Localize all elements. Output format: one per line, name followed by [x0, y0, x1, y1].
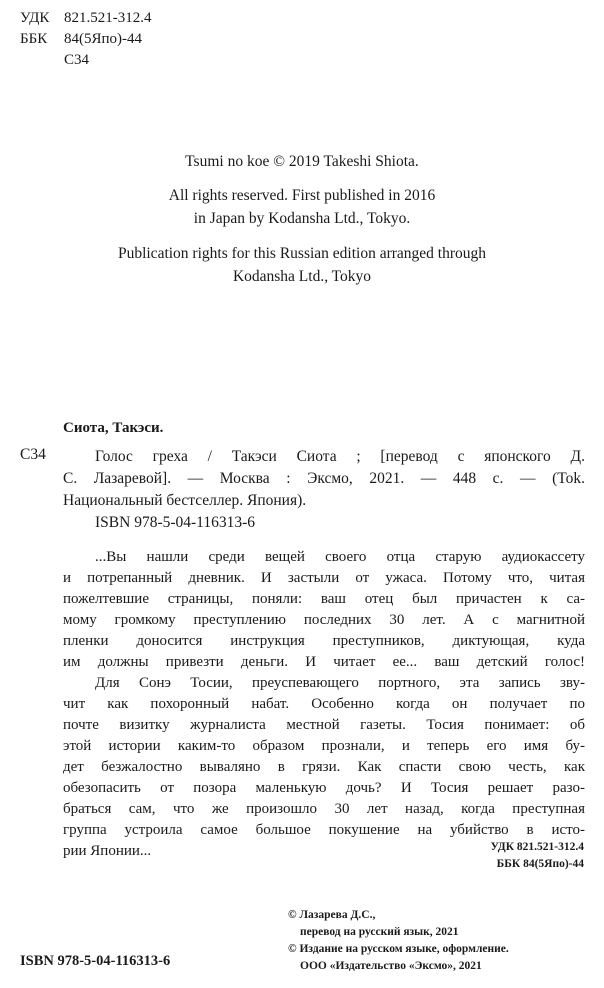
rights-line-5: Kodansha Ltd., Tokyo — [232, 268, 372, 285]
author-mark: С34 — [64, 52, 90, 68]
copyright-translation-line-1: © Лазарева Д.С., — [288, 909, 376, 921]
bib-desc-line-1: Голос греха / Такэси Сиота ; [перевод с японского Д. — [95, 448, 585, 465]
footer-bbk: ББК 84(5Япо)-44 — [496, 858, 584, 870]
bib-isbn: ISBN 978-5-04-116313-6 — [95, 514, 256, 531]
annotation-line: этой истории каким-то образом прознали, и теперь его имя бу- — [63, 738, 585, 754]
annotation-line: Для Сонэ Тосии, преуспевающего портного, эта запись зву- — [95, 675, 585, 691]
bib-desc-line-2: С. Лазаревой]. — Москва : Эксмо, 2021. — 448 с. — (Tok. — [63, 470, 585, 487]
rights-line-1: Tsumi no koe © 2019 Takeshi Shiota. — [185, 153, 419, 170]
annotation-line: пожелтевшие страницы, поняли: ваш отец был причастен к са- — [63, 591, 585, 607]
annotation-line: пленки доносится инструкция преступников, диктующая, куда — [63, 633, 585, 649]
annotation-line: группа устроила самое большое покушение на убийство в исто- — [63, 822, 585, 838]
author-mark-row — [20, 50, 152, 71]
bbk-row — [20, 29, 152, 50]
rights-line-4: Publication rights for this Russian edition arranged through — [117, 245, 487, 262]
copyright-translation — [288, 907, 509, 975]
rights-line-3: in Japan by Kodansha Ltd., Tokyo. — [193, 210, 411, 227]
annotation-line: почте визитку журналиста местной газеты. Тосия понимает: об — [63, 717, 585, 733]
copyright-edition-line-1: © Издание на русском языке, оформление. — [288, 943, 509, 955]
annotation-line: ...Вы нашли среди вещей своего отца старую аудиокассету — [95, 549, 585, 565]
annotation — [63, 547, 585, 862]
annotation-line: браться сам, что же произошло 30 лет назад, когда преступная — [63, 801, 585, 817]
annotation-line: обезопасить от позора маленькую дочь? И Тосия решает разо- — [63, 780, 585, 796]
bib-mark: С34 — [20, 446, 46, 463]
rights-line-2: All rights reserved. First published in 2016 — [168, 187, 436, 204]
annotation-line: дет безжалостно вываляно в грязи. Как спасти свою честь, как — [63, 759, 585, 775]
udk-row — [20, 8, 152, 29]
annotation-line: и потрепанный дневник. И застыли от ужаса. Потому что, читая — [63, 570, 585, 586]
bbk-label: ББК — [20, 31, 48, 47]
udk-value: 821.521-312.4 — [64, 10, 152, 26]
bbk-value: 84(5Япо)-44 — [64, 31, 143, 47]
bib-desc-line-3: Национальный бестселлер. Япония). — [63, 492, 307, 509]
copyright-edition-line-2: ООО «Издательство «Эксмо», 2021 — [300, 960, 482, 972]
annotation-line: рии Японии... — [63, 843, 152, 859]
footer-isbn: ISBN 978-5-04-116313-6 — [20, 953, 171, 969]
copyright-translation-line-2: перевод на русский язык, 2021 — [300, 926, 459, 938]
bib-description — [63, 446, 585, 512]
annotation-line: им должны привезти деньги. И читает ее... ваш детский голос! — [63, 654, 585, 670]
annotation-line: мому громкому преступлению последних 30 лет. А с магнитной — [63, 612, 585, 628]
classification-block — [20, 8, 152, 71]
footer-udk: УДК 821.521-312.4 — [490, 841, 584, 853]
udk-label: УДК — [20, 10, 50, 26]
annotation-paragraph-1 — [63, 547, 585, 673]
annotation-paragraph-2 — [63, 673, 585, 862]
annotation-line: чит как похоронный набат. Особенно когда он получает по — [63, 696, 585, 712]
author-heading: Сиота, Такэси. — [63, 420, 164, 436]
